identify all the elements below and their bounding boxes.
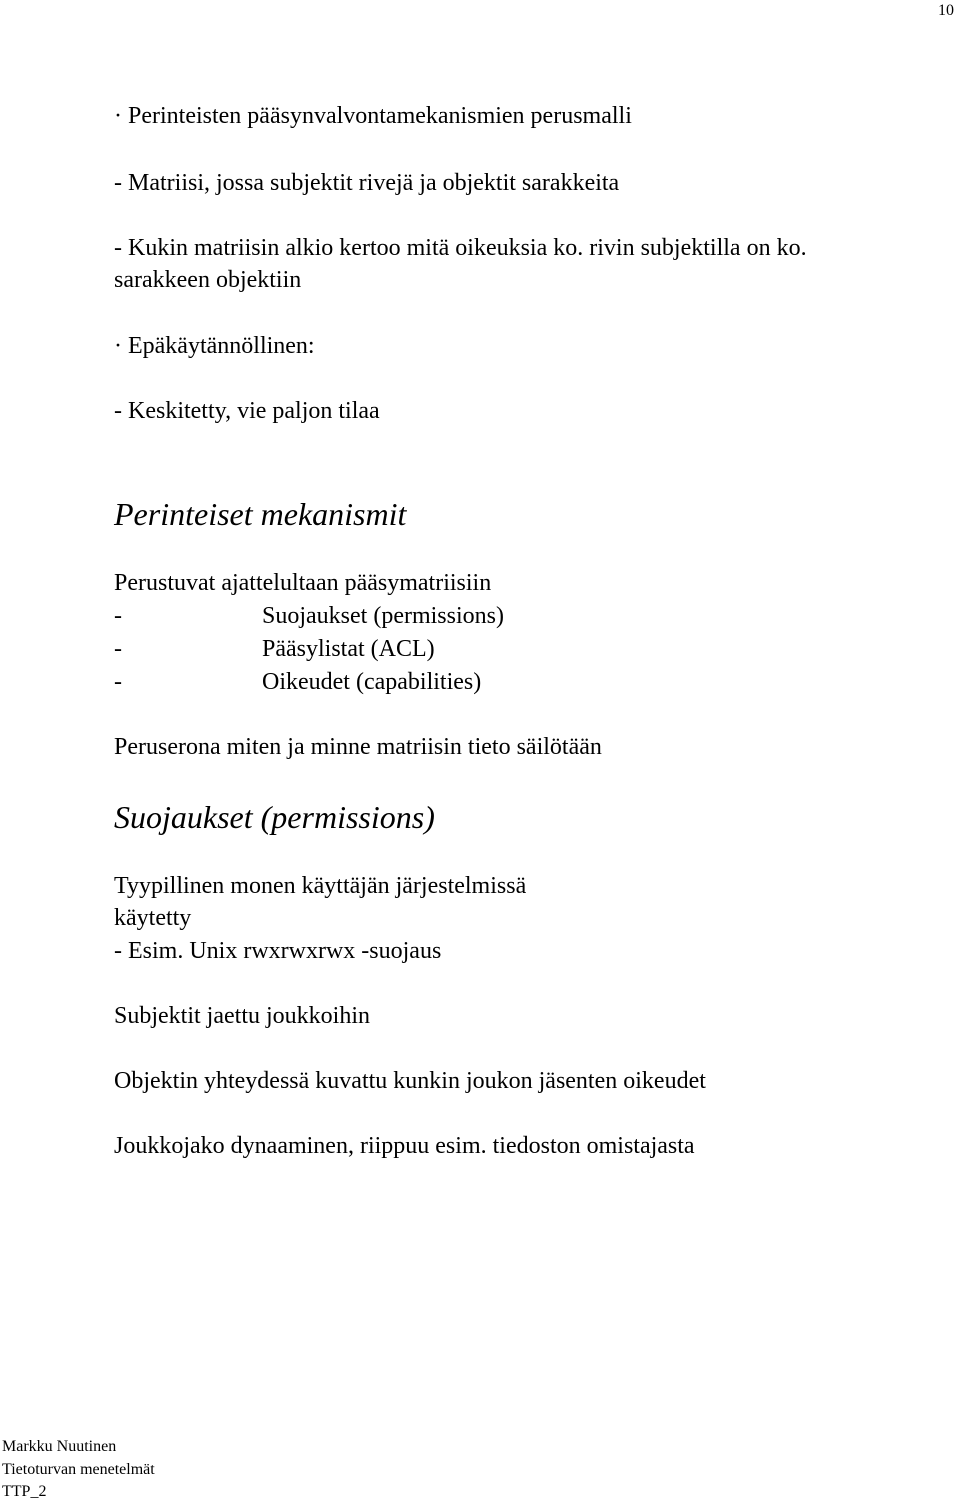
permissions-line-dynamic: Joukkojako dynaaminen, riippuu esim. tiedoston omistajasta [114,1133,695,1159]
list-item-text: Oikeudet (capabilities) [262,669,482,695]
footer-author: Markku Nuutinen [2,1438,117,1455]
footer-code: TTP_2 [2,1483,47,1500]
page-number: 10 [938,2,954,19]
list-item [114,635,435,663]
permissions-line-typical: Tyypillinen monen käyttäjän järjestelmissä [114,873,527,899]
sub-item-element-cont: sarakkeen objektiin [114,267,302,293]
bullet-main: · Perinteisten pääsynvalvontamekanismien perusmalli [114,103,632,129]
bullet-impractical: · Epäkäytännöllinen: [114,333,315,359]
heading-permissions: Suojaukset (permissions) [114,799,435,835]
permissions-line-groups: Subjektit jaettu joukkoihin [114,1003,370,1029]
heading-traditional: Perinteiset mekanismit [114,496,407,532]
list-item-text: Pääsylistat (ACL) [262,636,435,662]
difference-text: Peruserona miten ja minne matriisin tieto säilötään [114,734,602,760]
intro-text: Perustuvat ajattelultaan pääsymatriisiin [114,570,492,596]
list-dash: - [114,603,122,629]
footer-course: Tietoturvan menetelmät [2,1461,155,1478]
permissions-line-used: käytetty [114,905,192,931]
sub-item-element: - Kukin matriisin alkio kertoo mitä oikeuksia ko. rivin subjektilla on ko. [114,235,807,261]
permissions-line-example: - Esim. Unix rwxrwxrwx -suojaus [114,938,442,964]
list-item [114,602,504,630]
sub-item-matrix: - Matriisi, jossa subjektit rivejä ja objektit sarakkeita [114,170,620,196]
sub-item-centralized: - Keskitetty, vie paljon tilaa [114,398,380,424]
permissions-line-rights: Objektin yhteydessä kuvattu kunkin joukon jäsenten oikeudet [114,1068,706,1094]
list-item [114,668,481,696]
list-dash: - [114,636,122,662]
list-dash: - [114,669,122,695]
list-item-text: Suojaukset (permissions) [262,603,504,629]
